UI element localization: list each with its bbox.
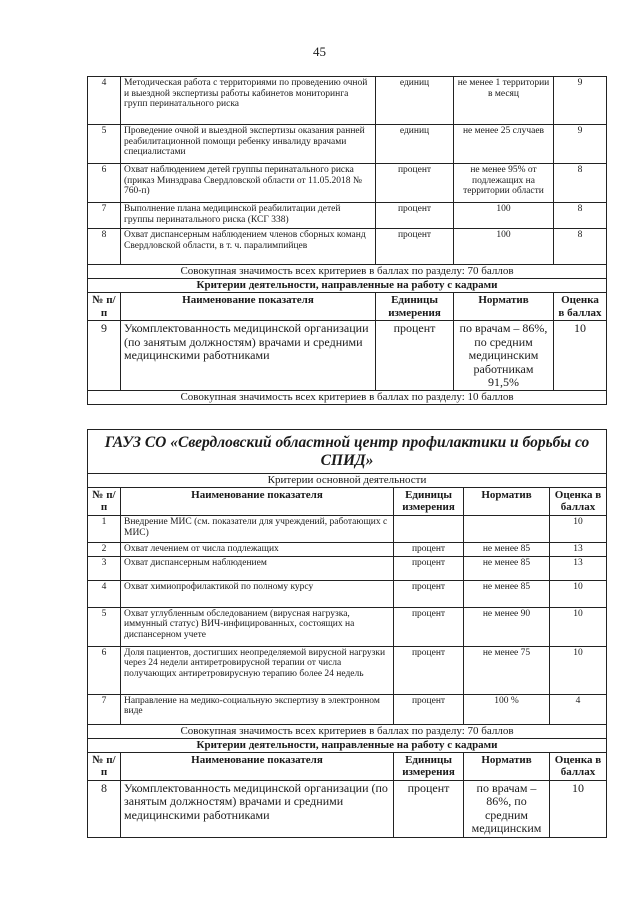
row-number: 5 bbox=[88, 125, 121, 164]
score: 10 bbox=[550, 515, 607, 542]
row-number: 6 bbox=[88, 164, 121, 203]
section-total-row bbox=[88, 265, 607, 279]
unit: процент bbox=[394, 646, 464, 694]
norm: не менее 85 bbox=[464, 556, 550, 580]
aids-center-criteria-table bbox=[87, 429, 607, 838]
institution-title-row bbox=[88, 430, 607, 474]
indicator-name: Охват наблюдением детей группы перинатального риска (приказ Минздрава Свердловской области от 11.05.2018 № 760-п) bbox=[121, 164, 376, 203]
column-header-score: Оценка в баллах bbox=[554, 293, 607, 321]
column-header-unit: Единицы измерения bbox=[394, 752, 464, 780]
section-heading: Критерии деятельности, направленные на работу с кадрами bbox=[88, 738, 607, 752]
score: 8 bbox=[554, 229, 607, 265]
norm: 100 % bbox=[464, 694, 550, 724]
section-heading-row bbox=[88, 279, 607, 293]
unit: процент bbox=[376, 164, 454, 203]
score: 9 bbox=[554, 125, 607, 164]
indicator-name: Внедрение МИС (см. показатели для учреждений, работающих с МИС) bbox=[121, 515, 394, 542]
table-row bbox=[88, 694, 607, 724]
section-heading-row bbox=[88, 738, 607, 752]
score: 8 bbox=[554, 164, 607, 203]
column-header-norm: Норматив bbox=[464, 752, 550, 780]
indicator-name: Выполнение плана медицинской реабилитации детей группы перинатального риска (КСГ 338) bbox=[121, 203, 376, 229]
unit: процент bbox=[394, 580, 464, 607]
score: 13 bbox=[550, 542, 607, 556]
score: 10 bbox=[550, 780, 607, 837]
column-header-norm: Норматив bbox=[454, 293, 554, 321]
table-row bbox=[88, 125, 607, 164]
column-header-row bbox=[88, 487, 607, 515]
norm: не менее 85 bbox=[464, 542, 550, 556]
indicator-name: Доля пациентов, достигших неопределяемой вирусной нагрузки через 24 недели антиретровирусной терапии от числа получающих антиретровирусную терапию более 24 недель bbox=[121, 646, 394, 694]
norm: не менее 75 bbox=[464, 646, 550, 694]
column-header-name: Наименование показателя bbox=[121, 752, 394, 780]
column-header-score: Оценка в баллах bbox=[550, 487, 607, 515]
norm: не менее 1 территории в месяц bbox=[454, 77, 554, 125]
column-header-number: № п/п bbox=[88, 487, 121, 515]
page-number: 45 bbox=[313, 44, 326, 59]
column-header-number: № п/п bbox=[88, 752, 121, 780]
score: 10 bbox=[550, 607, 607, 646]
column-header-score: Оценка в баллах bbox=[550, 752, 607, 780]
row-number: 8 bbox=[88, 780, 121, 837]
unit: процент bbox=[394, 607, 464, 646]
norm: не менее 90 bbox=[464, 607, 550, 646]
score: 4 bbox=[550, 694, 607, 724]
norm: не менее 25 случаев bbox=[454, 125, 554, 164]
row-number: 7 bbox=[88, 694, 121, 724]
score: 10 bbox=[550, 580, 607, 607]
norm: не менее 95% от подлежащих на территории области bbox=[454, 164, 554, 203]
section-total: Совокупная значимость всех критериев в баллах по разделу: 70 баллов bbox=[88, 724, 607, 738]
column-header-row bbox=[88, 752, 607, 780]
row-number: 6 bbox=[88, 646, 121, 694]
table-row bbox=[88, 580, 607, 607]
score: 10 bbox=[550, 646, 607, 694]
section-total-row bbox=[88, 724, 607, 738]
unit: процент bbox=[376, 321, 454, 391]
unit: процент bbox=[376, 203, 454, 229]
score: 10 bbox=[554, 321, 607, 391]
norm: 100 bbox=[454, 229, 554, 265]
column-header-unit: Единицы измерения bbox=[394, 487, 464, 515]
norm: по врачам – 86%, по средним медицинским bbox=[464, 780, 550, 837]
section-total: Совокупная значимость всех критериев в баллах по разделу: 70 баллов bbox=[88, 265, 607, 279]
column-header-name: Наименование показателя bbox=[121, 487, 394, 515]
score: 9 bbox=[554, 77, 607, 125]
unit: процент bbox=[394, 694, 464, 724]
norm: не менее 85 bbox=[464, 580, 550, 607]
table-row bbox=[88, 646, 607, 694]
unit: единиц bbox=[376, 125, 454, 164]
criteria-table-continued bbox=[87, 76, 607, 405]
table-row bbox=[88, 556, 607, 580]
table-row bbox=[88, 607, 607, 646]
table-row bbox=[88, 515, 607, 542]
indicator-name: Охват углубленным обследованием (вирусная нагрузка, иммунный статус) ВИЧ-инфицированных, состоящих на диспансерном учете bbox=[121, 607, 394, 646]
section-heading: Критерии деятельности, направленные на работу с кадрами bbox=[88, 279, 607, 293]
section-heading-row bbox=[88, 473, 607, 487]
indicator-name: Направление на медико-социальную экспертизу в электронном виде bbox=[121, 694, 394, 724]
norm bbox=[464, 515, 550, 542]
table-row bbox=[88, 229, 607, 265]
unit: единиц bbox=[376, 77, 454, 125]
indicator-name: Методическая работа с территориями по проведению очной и выездной экспертизы работы кабинетов мониторинга групп перинатального риска bbox=[121, 77, 376, 125]
indicator-name: Проведение очной и выездной экспертизы оказания ранней реабилитационной помощи ребенку инвалиду врачами специалистами bbox=[121, 125, 376, 164]
row-number: 9 bbox=[88, 321, 121, 391]
indicator-name: Укомплектованность медицинской организации (по занятым должностям) врачами и средними медицинскими работниками bbox=[121, 780, 394, 837]
column-header-unit: Единицы измерения bbox=[376, 293, 454, 321]
row-number: 2 bbox=[88, 542, 121, 556]
row-number: 4 bbox=[88, 77, 121, 125]
column-header-number: № п/п bbox=[88, 293, 121, 321]
score: 8 bbox=[554, 203, 607, 229]
column-header-norm: Норматив bbox=[464, 487, 550, 515]
indicator-name: Охват диспансерным наблюдением членов сборных команд Свердловской области, в т. ч. паралимпийцев bbox=[121, 229, 376, 265]
row-number: 7 bbox=[88, 203, 121, 229]
indicator-name: Укомплектованность медицинской организации (по занятым должностям) врачами и средними медицинскими работниками bbox=[121, 321, 376, 391]
column-header-name: Наименование показателя bbox=[121, 293, 376, 321]
row-number: 1 bbox=[88, 515, 121, 542]
column-header-row bbox=[88, 293, 607, 321]
row-number: 5 bbox=[88, 607, 121, 646]
unit: процент bbox=[394, 556, 464, 580]
table-row bbox=[88, 542, 607, 556]
indicator-name: Охват лечением от числа подлежащих bbox=[121, 542, 394, 556]
table-row bbox=[88, 780, 607, 837]
section-heading: Критерии основной деятельности bbox=[88, 473, 607, 487]
indicator-name: Охват химиопрофилактикой по полному курсу bbox=[121, 580, 394, 607]
section-total: Совокупная значимость всех критериев в баллах по разделу: 10 баллов bbox=[88, 391, 607, 405]
table-row bbox=[88, 203, 607, 229]
table-row bbox=[88, 77, 607, 125]
norm: 100 bbox=[454, 203, 554, 229]
unit: процент bbox=[394, 780, 464, 837]
score: 13 bbox=[550, 556, 607, 580]
table-row bbox=[88, 164, 607, 203]
indicator-name: Охват диспансерным наблюдением bbox=[121, 556, 394, 580]
row-number: 4 bbox=[88, 580, 121, 607]
norm: по врачам – 86%, по средним медицинским работникам 91,5% bbox=[454, 321, 554, 391]
unit: процент bbox=[394, 542, 464, 556]
table-row bbox=[88, 321, 607, 391]
section-total-row bbox=[88, 391, 607, 405]
unit: процент bbox=[376, 229, 454, 265]
institution-title: ГАУЗ СО «Свердловский областной центр профилактики и борьбы со СПИД» bbox=[88, 430, 607, 474]
row-number: 3 bbox=[88, 556, 121, 580]
row-number: 8 bbox=[88, 229, 121, 265]
unit bbox=[394, 515, 464, 542]
